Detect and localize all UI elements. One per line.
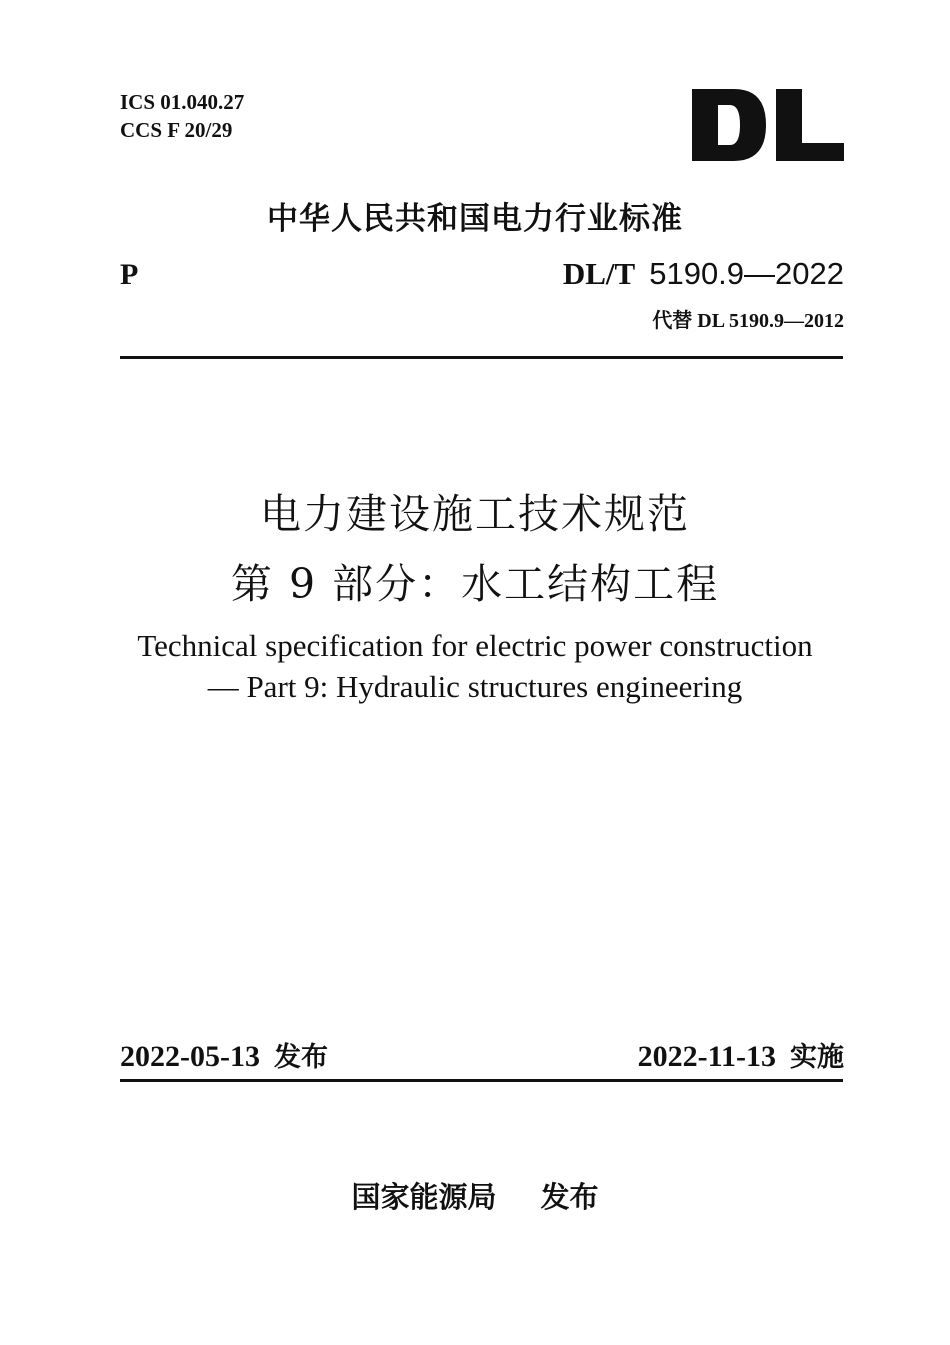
dl-logo-l — [776, 89, 844, 161]
ics-code: ICS 01.040.27 — [120, 90, 245, 114]
implementation-label: 实施 — [790, 1042, 844, 1073]
ccs-code: CCS F 20/29 — [120, 118, 233, 142]
publisher-name: 国家能源局 — [351, 1180, 497, 1214]
classification-codes — [120, 88, 244, 144]
title-cn-line1: 电力建设施工技术规范 — [260, 490, 690, 538]
dl-logo-icon — [688, 85, 848, 165]
standard-prefix: DL/T — [562, 256, 636, 291]
title-cn-line2: 第 9 部分：水工结构工程 — [230, 560, 720, 608]
replaces-standard: 代替 DL 5190.9—2012 — [652, 310, 844, 332]
implementation-date-value: 2022-11-13 — [637, 1040, 776, 1073]
publisher — [0, 1175, 950, 1216]
implementation-date — [638, 1035, 844, 1074]
issue-label: 发布 — [273, 1042, 328, 1073]
title-en-line2: — Part 9: Hydraulic structures engineering — [207, 669, 743, 704]
publisher-verb: 发布 — [540, 1180, 599, 1214]
issue-date-value: 2022-05-13 — [120, 1040, 260, 1073]
header-divider — [120, 356, 843, 359]
standard-number — [563, 256, 844, 292]
footer-divider — [120, 1079, 843, 1082]
standard-code: 5190.9—2022 — [649, 256, 844, 291]
category-letter: P — [120, 258, 139, 291]
industry-standard-title: 中华人民共和国电力行业标准 — [267, 201, 683, 237]
dl-logo-d — [692, 89, 766, 161]
issue-date — [120, 1035, 328, 1074]
title-en-line1: Technical specification for electric power construction — [137, 628, 813, 663]
